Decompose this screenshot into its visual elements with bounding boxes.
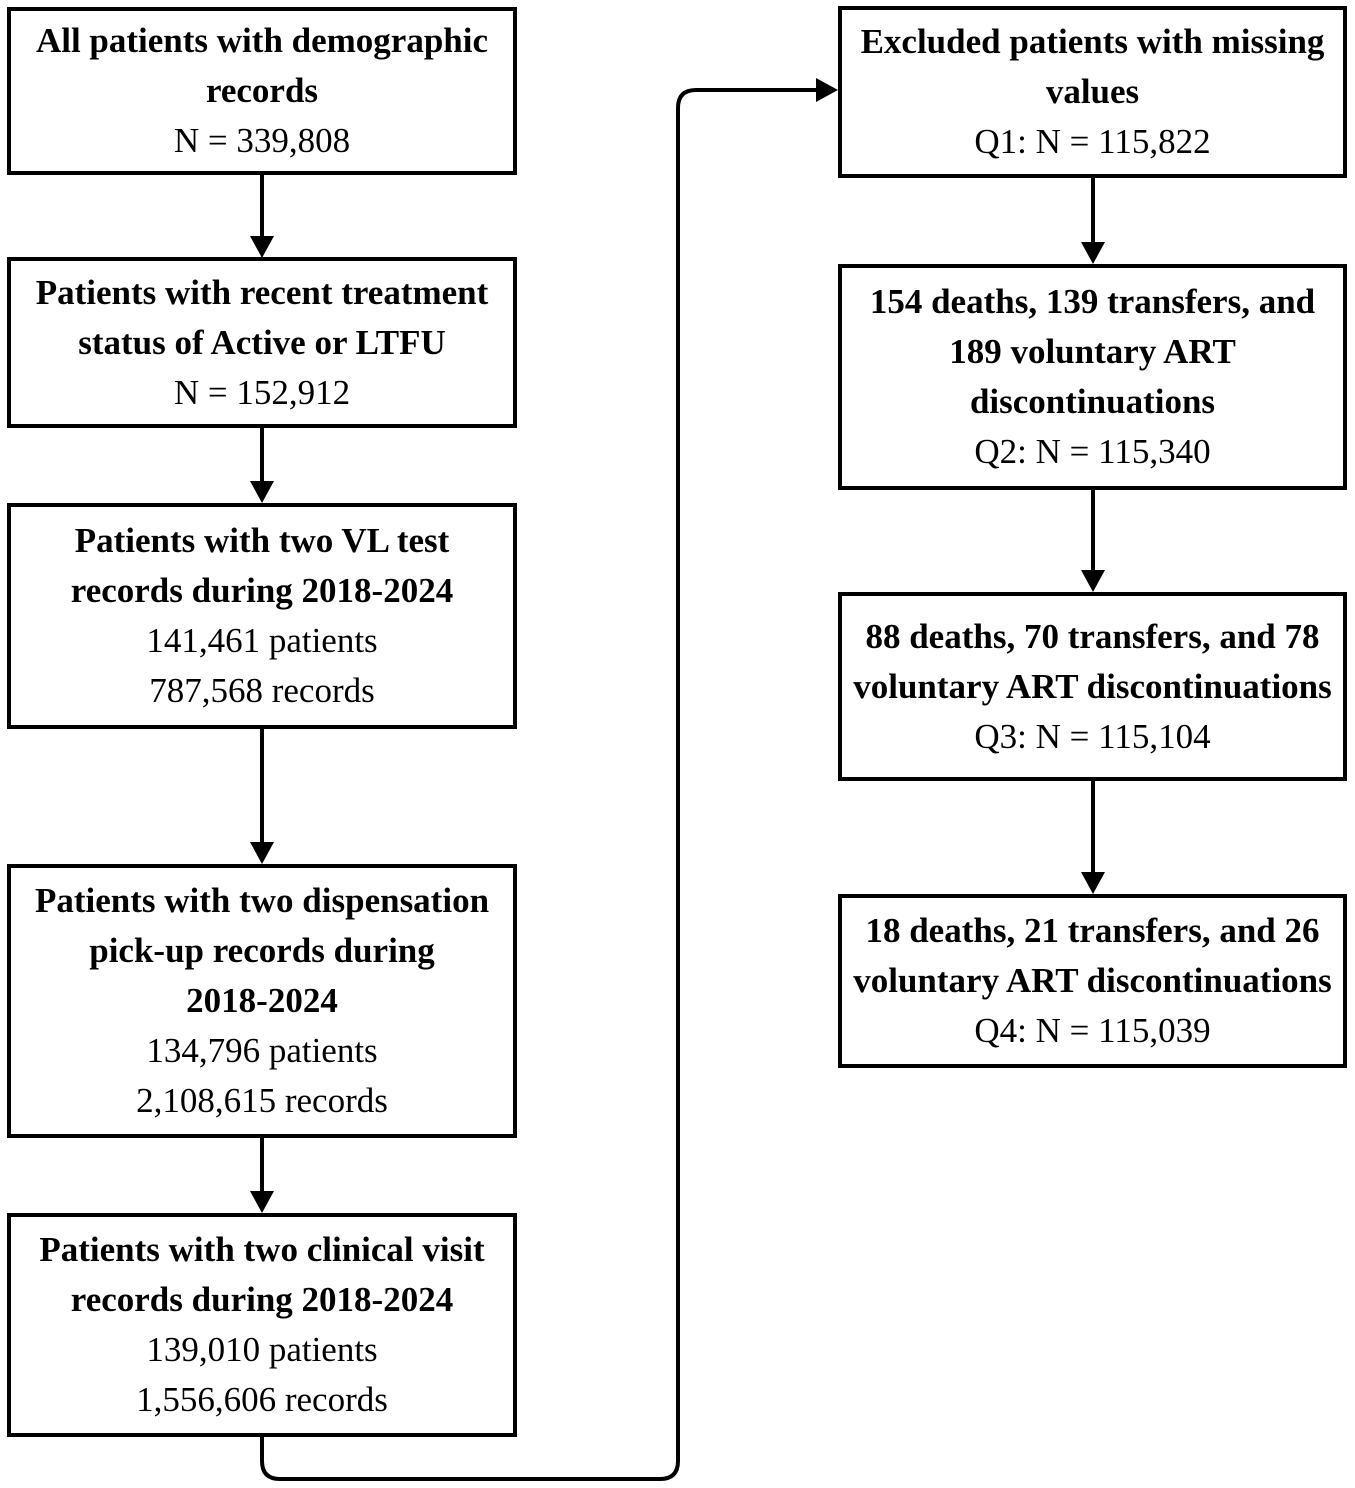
box-value-line: Q3: N = 115,104 — [974, 716, 1211, 756]
box-value-line: Q2: N = 115,340 — [974, 432, 1211, 471]
flow-box-excluded-missing-values — [838, 6, 1347, 178]
box-heading-line: Patients with two dispensation — [34, 881, 490, 920]
flow-box-excluded-q4 — [838, 894, 1347, 1068]
box-heading-line: discontinuations — [969, 382, 1216, 421]
box-value-line: Q4: N = 115,039 — [974, 1011, 1211, 1050]
box-heading-line: 18 deaths, 21 transfers, and 26 — [865, 911, 1320, 950]
box-heading-line: status of Active or LTFU — [78, 322, 446, 362]
box-heading-line: Excluded patients with missing — [860, 22, 1325, 61]
box-value-line: 787,568 records — [149, 671, 375, 710]
flow-box-all-patients-demographic-records — [7, 7, 517, 175]
flow-box-recent-treatment-status — [7, 257, 517, 428]
arrow-left-2 — [250, 428, 274, 503]
box-heading-line: Patients with recent treatment — [35, 272, 489, 312]
flow-box-two-dispensation-pickup-records — [7, 864, 517, 1138]
arrow-right-3 — [1081, 781, 1105, 894]
box-heading-line: pick-up records during — [89, 931, 435, 970]
arrow-left-3 — [250, 729, 274, 864]
box-heading-line: voluntary ART discontinuations — [853, 961, 1332, 1000]
box-value-line: Q1: N = 115,822 — [974, 122, 1211, 161]
arrow-right-1 — [1081, 178, 1105, 264]
box-heading-line: records during 2018-2024 — [70, 571, 454, 610]
box-heading-line: 88 deaths, 70 transfers, and 78 — [865, 616, 1320, 656]
box-heading-line: Patients with two VL test — [74, 521, 450, 560]
box-heading-line: All patients with demographic — [35, 21, 489, 60]
box-heading-line: Patients with two clinical visit — [39, 1230, 485, 1269]
box-heading-line: 189 voluntary ART — [949, 332, 1236, 371]
box-heading-line: 154 deaths, 139 transfers, and — [869, 282, 1316, 321]
flow-box-excluded-q2 — [838, 264, 1347, 490]
box-value-line: 139,010 patients — [146, 1330, 378, 1369]
flow-box-two-clinical-visit-records — [7, 1213, 517, 1437]
box-heading-line: 2018-2024 — [186, 981, 338, 1020]
box-value-line: 134,796 patients — [146, 1031, 378, 1070]
box-heading-line: values — [1045, 72, 1140, 111]
box-value-line: 1,556,606 records — [136, 1380, 388, 1419]
box-heading-line: voluntary ART discontinuations — [853, 666, 1332, 706]
arrow-left-4 — [250, 1138, 274, 1213]
box-value-line: N = 152,912 — [173, 372, 351, 412]
arrow-right-2 — [1081, 490, 1105, 592]
box-value-line: 141,461 patients — [146, 621, 378, 660]
arrow-left-1 — [250, 175, 274, 258]
box-heading-line: records during 2018-2024 — [70, 1280, 454, 1319]
box-heading-line: records — [205, 71, 319, 110]
box-value-line: N = 339,808 — [173, 121, 351, 160]
box-value-line: 2,108,615 records — [136, 1081, 388, 1120]
flow-box-two-vl-test-records — [7, 503, 517, 729]
flow-box-excluded-q3 — [838, 592, 1347, 781]
